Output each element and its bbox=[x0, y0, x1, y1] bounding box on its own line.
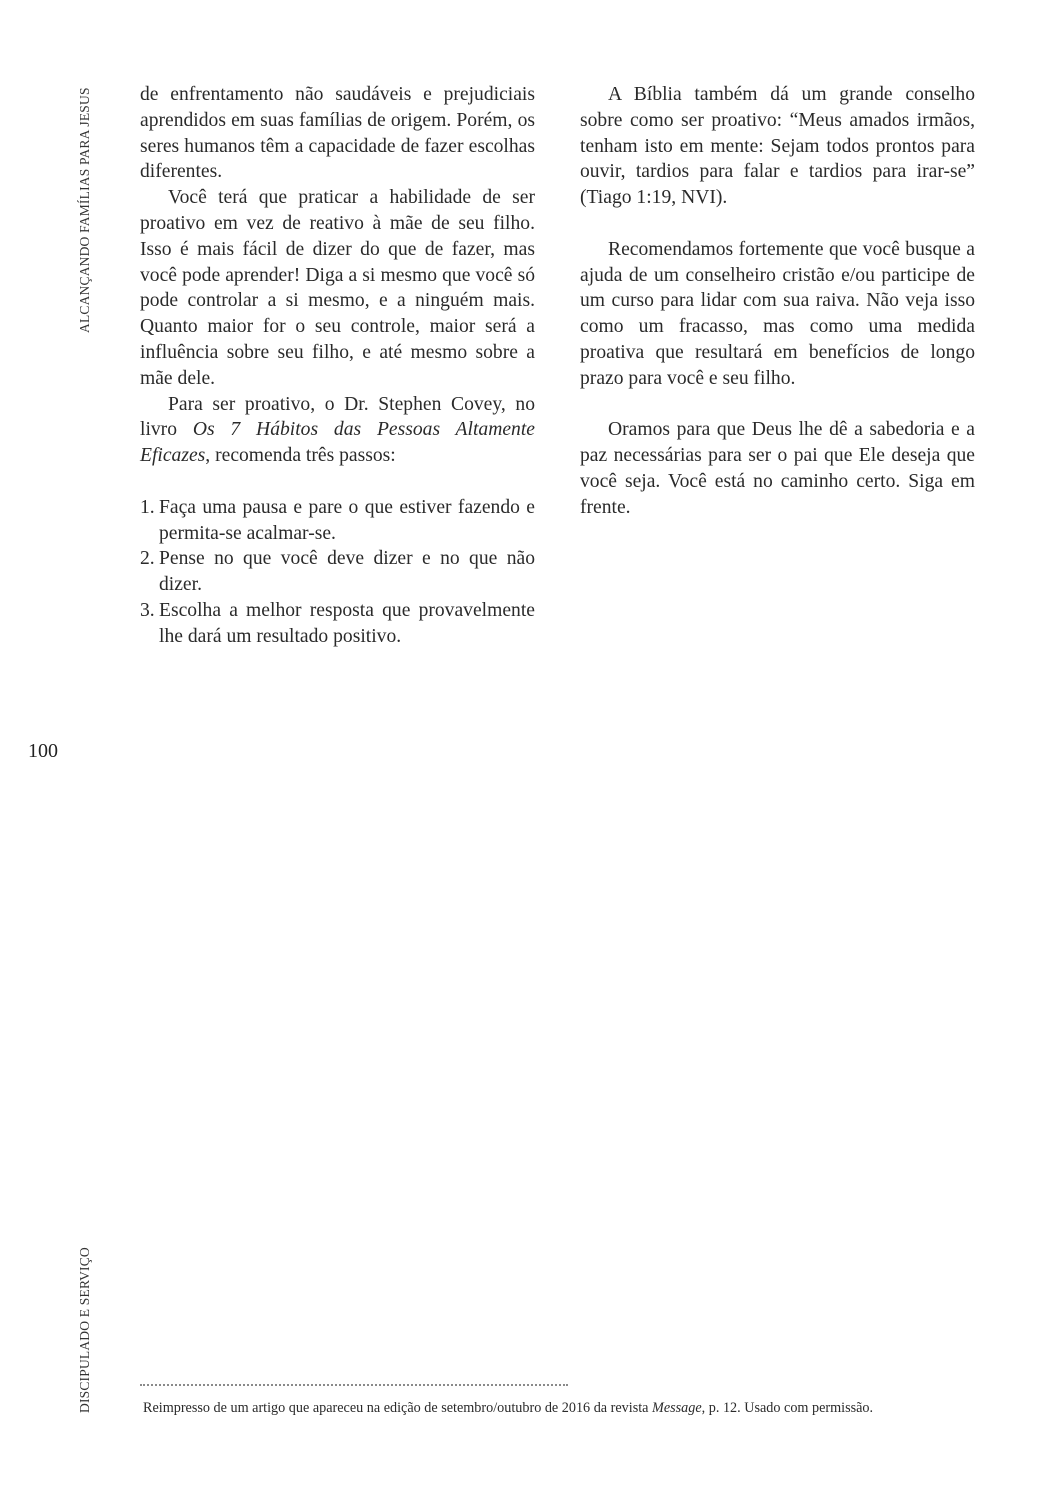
list-text: Pense no que você deve dizer e no que não dizer. bbox=[159, 548, 535, 596]
paragraph-text: Para ser proativo, o Dr. Stephen Covey, no livro bbox=[140, 393, 535, 441]
footnote-text: , p. 12. Usado com permissão. bbox=[701, 1400, 874, 1416]
footnote-text: Reimpresso de um artigo que apareceu na edição de setembro/outubro de 2016 da revista bbox=[143, 1400, 652, 1416]
footnote bbox=[143, 1400, 1023, 1417]
left-column bbox=[140, 82, 535, 650]
list-number: 3. bbox=[140, 599, 155, 621]
running-header: ALCANÇANDO FAMÍLIAS PARA JESUS bbox=[77, 87, 92, 333]
paragraph: Você terá que praticar a habilidade de ser proativo em vez de reativo à mãe de seu filho. Isso é mais fácil de dizer do que de fazer, mas você pode aprender! Diga a si mesmo que você só pode controlar a si mesmo, e a ninguém mais. Quanto maior for o seu controle, maior será a influência sobre seu filho, e até mesmo sobre a mãe dele. bbox=[140, 187, 535, 389]
paragraph: Recomendamos fortemente que você busque a ajuda de um conselheiro cristão e/ou participe de um curso para lidar com sua raiva. Não veja isso como um fracasso, mas como uma medida proativa que resultará em benefícios de longo prazo para você e seu filho. bbox=[580, 238, 975, 389]
list-number: 1. bbox=[140, 496, 155, 518]
magazine-title: Message bbox=[652, 1400, 702, 1416]
list-text: Faça uma pausa e pare o que estiver fazendo e permita-se acalmar-se. bbox=[159, 496, 535, 544]
list-item bbox=[140, 495, 535, 547]
paragraph: Oramos para que Deus lhe dê a sabedoria e a paz necessárias para ser o pai que Ele deseja que você seja. Você está no caminho certo. Siga em frente. bbox=[580, 419, 975, 518]
list-number: 2. bbox=[140, 548, 155, 570]
list-item bbox=[140, 546, 535, 598]
page-number: 100 bbox=[28, 740, 58, 762]
right-column bbox=[580, 82, 975, 521]
footnote-divider bbox=[140, 1384, 568, 1386]
steps-list bbox=[140, 495, 535, 650]
section-label: DISCIPULADO E SERVIÇO bbox=[77, 1247, 92, 1413]
list-text: Escolha a melhor resposta que provavelmente lhe dará um resultado positivo. bbox=[159, 599, 535, 647]
paragraph: de enfrentamento não saudáveis e prejudiciais aprendidos em suas famílias de origem. Porém, os seres humanos têm a capacidade de fazer escolhas diferentes. bbox=[140, 84, 535, 183]
book-title: Os 7 Hábitos das Pessoas Altamente Eficazes bbox=[140, 419, 535, 467]
paragraph-text: , recomenda três passos: bbox=[205, 445, 396, 467]
list-item bbox=[140, 598, 535, 650]
paragraph: A Bíblia também dá um grande conselho sobre como ser proativo: “Meus amados irmãos, tenham isto em mente: Sejam todos prontos para ouvir, tardios para falar e tardios para irar-se” (Tiago 1:19, NVI). bbox=[580, 84, 975, 209]
paragraph bbox=[140, 392, 535, 469]
